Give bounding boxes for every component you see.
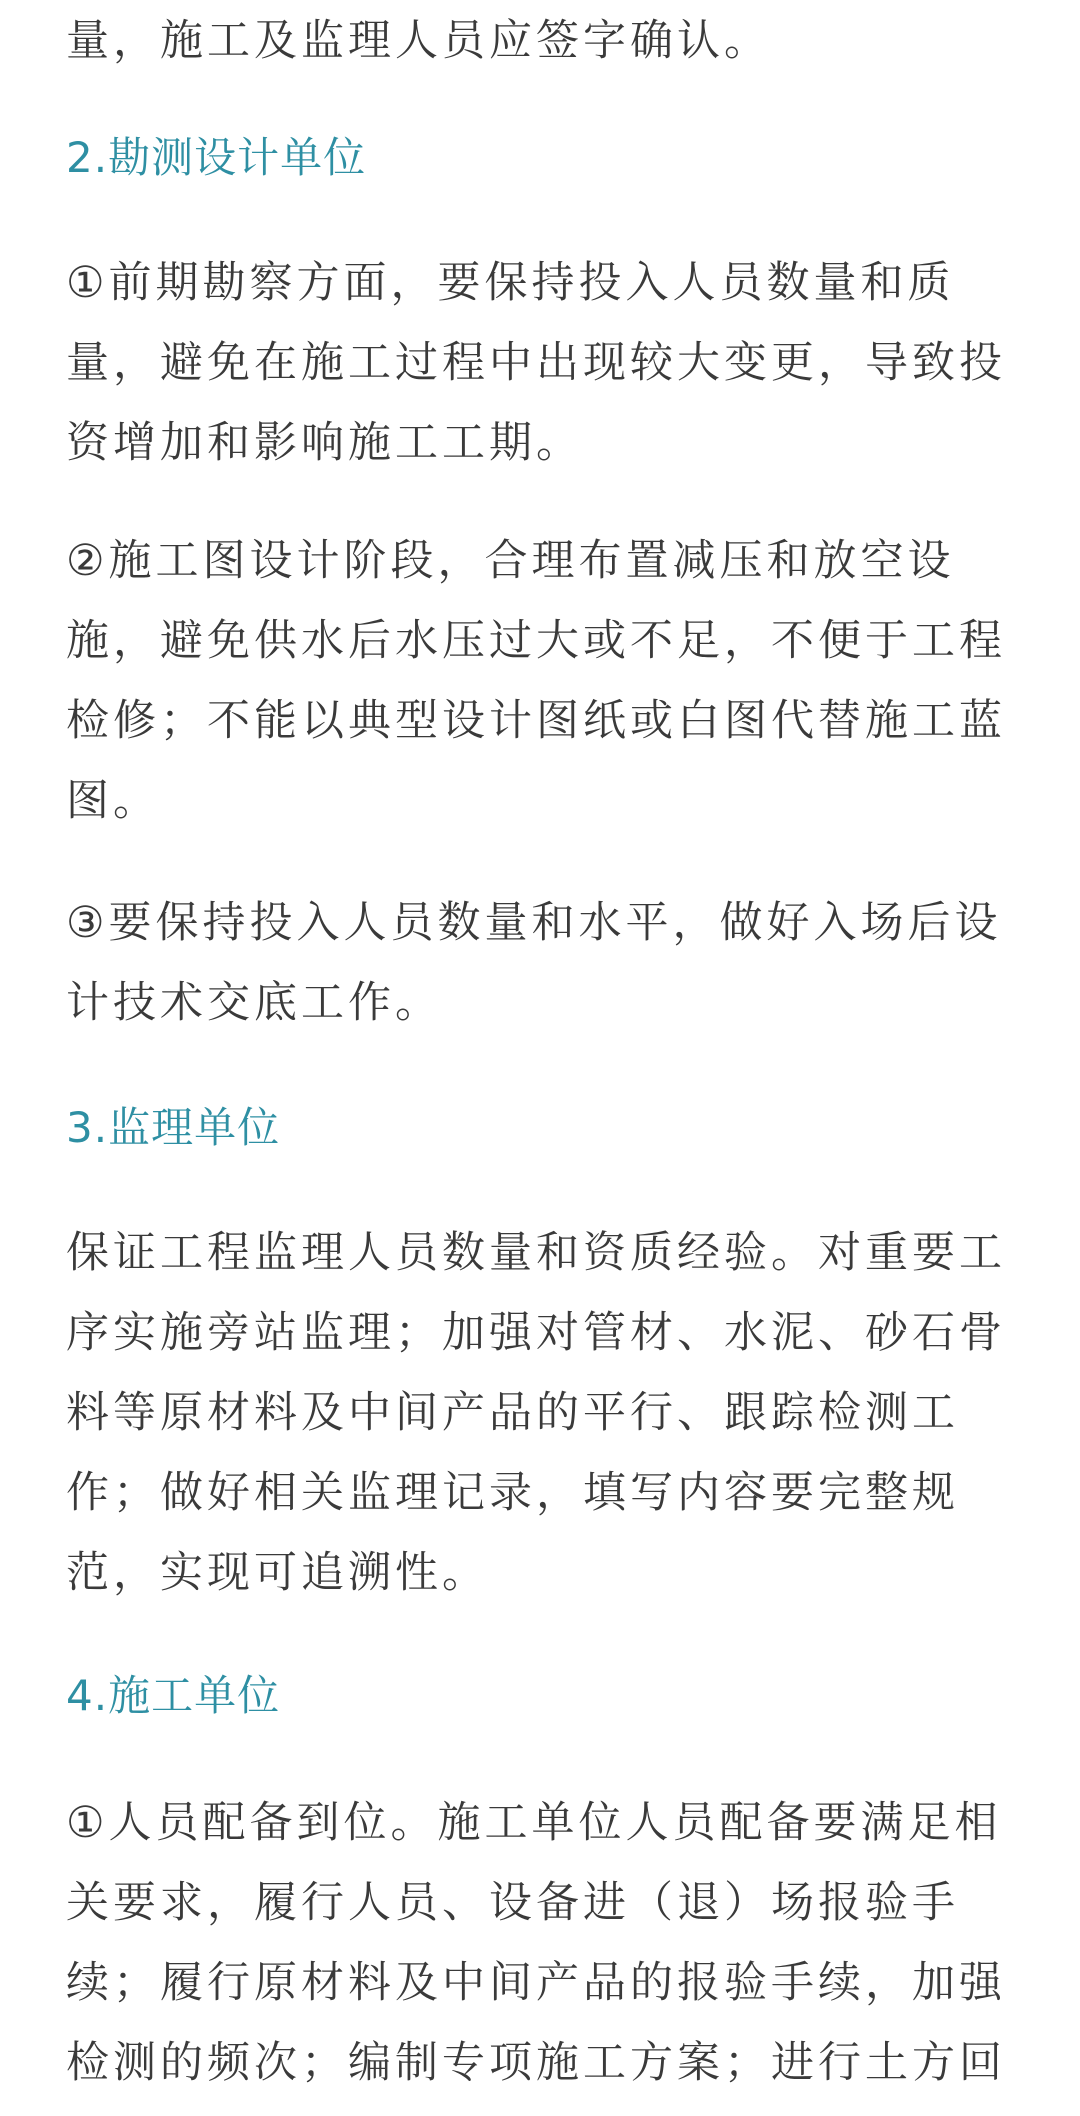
paragraph-line: 序实施旁站监理；加强对管材、水泥、砂石骨: [66, 1308, 1006, 1358]
paragraph-line: 图。: [66, 776, 160, 826]
paragraph-line: ②施工图设计阶段，合理布置减压和放空设: [66, 536, 955, 586]
section-heading-construction: 4.施工单位: [66, 1671, 281, 1720]
paragraph-line: 施，避免供水后水压过大或不足，不便于工程: [66, 616, 1006, 666]
paragraph-line: ①前期勘察方面，要保持投入人员数量和质: [66, 258, 955, 308]
paragraph-line: 保证工程监理人员数量和资质经验。对重要工: [66, 1228, 1006, 1278]
paragraph-line: ①人员配备到位。施工单位人员配备要满足相: [66, 1798, 1002, 1848]
paragraph-line: ③要保持投入人员数量和水平，做好入场后设: [66, 898, 1002, 948]
paragraph-line: 量，避免在施工过程中出现较大变更，导致投: [66, 338, 1006, 388]
paragraph-line: 范，实现可追溯性。: [66, 1548, 489, 1598]
paragraph-line: 计技术交底工作。: [66, 978, 442, 1028]
paragraph-line: 作；做好相关监理记录，填写内容要完整规: [66, 1468, 959, 1518]
paragraph-line: 续；履行原材料及中间产品的报验手续，加强: [66, 1958, 1006, 2008]
paragraph-line: 资增加和影响施工工期。: [66, 418, 583, 468]
section-heading-supervision: 3.监理单位: [66, 1103, 281, 1152]
section-heading-survey-design: 2.勘测设计单位: [66, 133, 367, 182]
paragraph-line: 关要求，履行人员、设备进（退）场报验手: [66, 1878, 959, 1928]
paragraph-line: 检测的频次；编制专项施工方案；进行土方回: [66, 2038, 1006, 2088]
paragraph-line: 检修；不能以典型设计图纸或白图代替施工蓝: [66, 696, 1006, 746]
paragraph-line: 料等原材料及中间产品的平行、跟踪检测工: [66, 1388, 959, 1438]
paragraph-line: 量，施工及监理人员应签字确认。: [66, 16, 771, 66]
